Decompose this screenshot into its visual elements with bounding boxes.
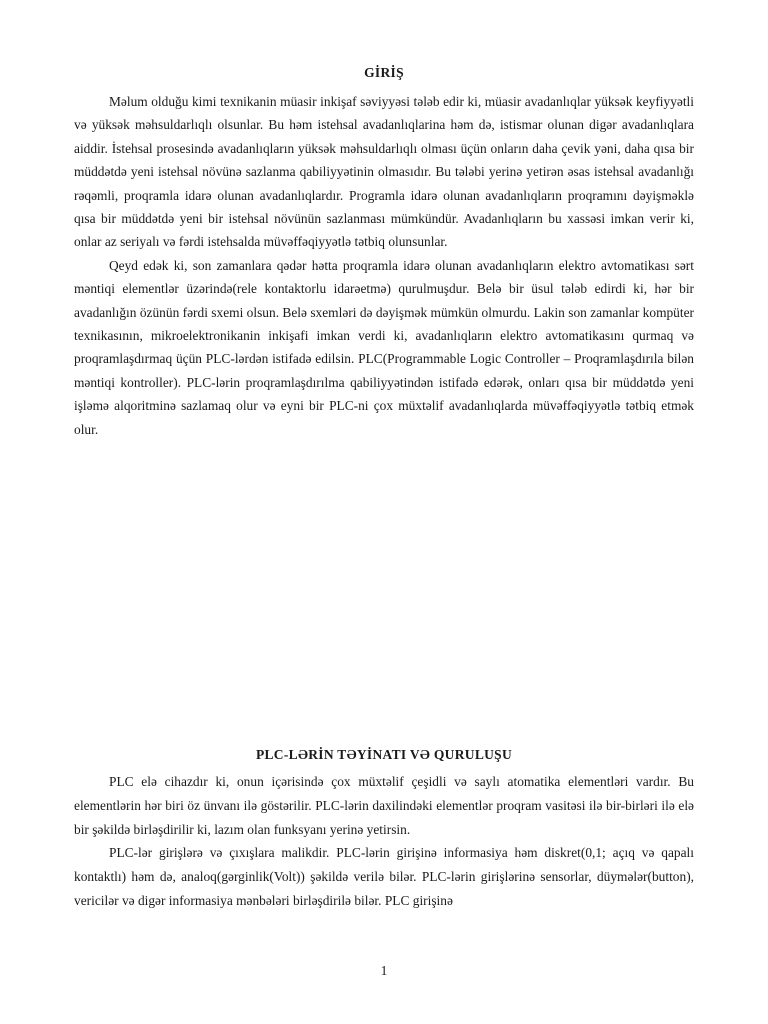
section-title-intro: GİRİŞ: [364, 65, 404, 80]
section-title-plc: PLC-LƏRİN TƏYİNATI VƏ QURULUŞU: [255, 747, 513, 762]
paragraph: PLC elə cihazdır ki, onun içərisində çox müxtəlif çeşidli və saylı atomatika elementləri vardır. Bu elementlərin hər biri öz ünvanı ilə göstərilir. PLC-lərin daxilindəki elementlər proqram vasitəsi ilə bir-birləri ilə elə bir şəkildə birləşdirilir ki, lazım olan funksyanı yerinə yetirsin.: [74, 774, 694, 837]
section-intro: [74, 62, 694, 441]
paragraph: Qeyd edək ki, son zamanlara qədər hətta proqramla idarə olunan avadanlıqların elektro avtomatikası sərt məntiqi elementlər üzərində(rele kontaktorlu idarəetmə) qurulmuşdur. Belə bir üsul tələb edirdi ki, hər bir avadanlığın özünün fərdi sxemi olsun. Belə sxemləri də dəyişmək mümkün olmurdu. Lakin son zamanlar kompüter texnikasının, mikroelektronikanin inkişafi imkan verdi ki, avadanlıqların elektro avtomatikasını qurmaq və proqramlaşdırmaq üçün PLC-lərdən istifadə edilsin. PLC(Programmable Logic Controller – Proqramlaşdırıla bilən məntiqi kontroller). PLC-lərin proqramlaşdırılma qabiliyyətindən istifadə edərək, onları qısa bir müddətdə yeni işləmə alqoritminə sazlamaq olur və eyni bir PLC-ni çox müxtəlif avadanlıqlarda müvəffəqiyyətlə tətbiq etmək olur.: [74, 257, 694, 437]
paragraph: PLC-lər girişlərə və çıxışlara malikdir. PLC-lərin girişinə informasiya həm diskret(0,1; açıq və qapalı kontaktlı) həm də, analoq(gərginlik(Volt)) şəkildə verilə bilər. PLC-lərin girişlərinə sensorlar, düymələr(button), vericilər və digər informasiya mənbələri birləşdirilə bilər. PLC girişinə: [74, 845, 694, 908]
section-plc: [74, 744, 694, 913]
paragraph: Məlum olduğu kimi texnikanin müasir inkişaf səviyyəsi tələb edir ki, müasir avadanlıqlar yüksək keyfiyyətli və yüksək məhsuldarlıqlı olsunlar. Bu həm istehsal avadanlıqlarina həm də, istismar olunan digər avadanlıqlara aiddir. İstehsal prosesində avadanlıqların yüksək məhsuldarlıqlı olması üçün onların daha çevik yəni, daha qısa bir müddətdə yeni istehsal növünə sazlanma qabiliyyətinin olmasıdır. Bu tələbi yerinə yetirən əsas istehsal avadanlığı rəqəmli, proqramla idarə olunan avadanlıqlardır. Programla idarə olunan avadanlıqların proqramını dəyişməklə qısa bir müddətdə yeni bir istehsal növünün sazlanması mümkündür. Avadanlıqların bu xassəsi imkan verir ki, onlar az seriyalı və fərdi istehsalda müvəffəqiyyətlə tətbiq olunsunlar.: [74, 94, 694, 250]
page-number: 1: [380, 963, 388, 978]
